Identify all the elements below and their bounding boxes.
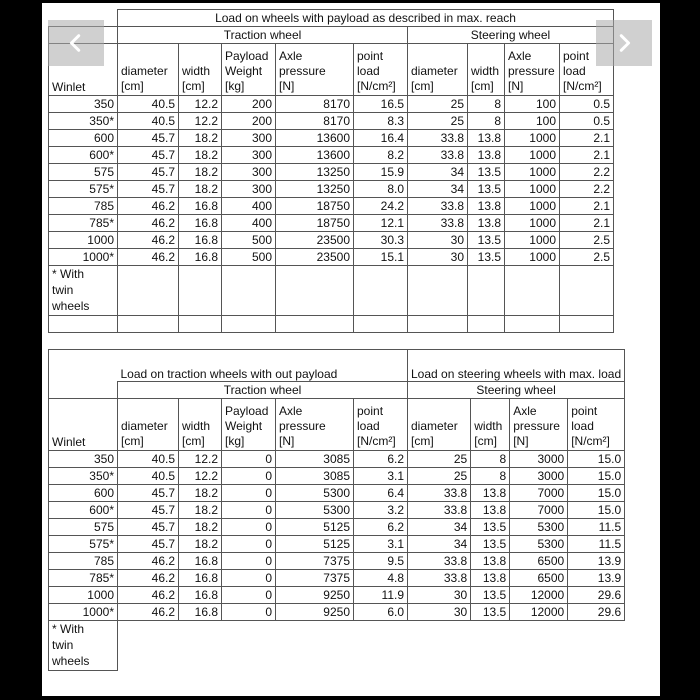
table-row — [49, 198, 614, 215]
cell-steering-width: 13.5 — [468, 249, 505, 266]
cell-axle-pressure: 3085 — [276, 451, 354, 468]
column-header-width: width [cm] — [179, 399, 222, 451]
cell-point-load: 8.3 — [354, 113, 408, 130]
cell-winlet: 1000 — [49, 232, 118, 249]
table-title: Load on wheels with payload as described in max. reach — [118, 10, 614, 27]
cell-steering-point-load: 2.2 — [560, 181, 614, 198]
cell-diameter: 46.2 — [118, 198, 179, 215]
cell-steering-point-load: 13.9 — [568, 570, 625, 587]
column-header-steering-axle-pressure: Axle pressure [N] — [505, 44, 560, 96]
column-header-axle-pressure: Axle pressure [N] — [276, 399, 354, 451]
column-header-winlet: Winlet — [49, 44, 118, 96]
cell-point-load: 4.8 — [354, 570, 408, 587]
cell-axle-pressure: 23500 — [276, 232, 354, 249]
cell-steering-axle-pressure: 12000 — [510, 587, 568, 604]
cell-steering-width: 8 — [468, 113, 505, 130]
cell-point-load: 15.9 — [354, 164, 408, 181]
cell-axle-pressure: 5125 — [276, 519, 354, 536]
cell-steering-diameter: 34 — [408, 181, 468, 198]
cell-point-load: 12.1 — [354, 215, 408, 232]
cell-steering-diameter: 33.8 — [408, 198, 468, 215]
cell-winlet: 1000 — [49, 587, 118, 604]
cell-axle-pressure: 23500 — [276, 249, 354, 266]
cell-winlet: 575* — [49, 181, 118, 198]
cell-payload-weight: 300 — [222, 164, 276, 181]
cell-steering-point-load: 29.6 — [568, 587, 625, 604]
cell-point-load: 8.0 — [354, 181, 408, 198]
column-header-payload: Payload Weight [kg] — [222, 44, 276, 96]
column-header-winlet: Winlet — [49, 399, 118, 451]
cell-axle-pressure: 18750 — [276, 198, 354, 215]
cell-steering-point-load: 2.2 — [560, 164, 614, 181]
cell-steering-width: 13.8 — [468, 147, 505, 164]
cell-axle-pressure: 7375 — [276, 570, 354, 587]
cell-width: 12.2 — [179, 468, 222, 485]
cell-steering-width: 13.5 — [471, 604, 510, 621]
cell-steering-width: 13.5 — [471, 519, 510, 536]
cell-payload-weight: 0 — [222, 519, 276, 536]
table-row — [49, 130, 614, 147]
table-row — [49, 147, 614, 164]
cell-diameter: 45.7 — [118, 536, 179, 553]
column-header-payload: Payload Weight [kg] — [222, 399, 276, 451]
cell-diameter: 40.5 — [118, 96, 179, 113]
cell-winlet: 350* — [49, 468, 118, 485]
cell-winlet: 785* — [49, 215, 118, 232]
cell-winlet: 575 — [49, 164, 118, 181]
cell-diameter: 45.7 — [118, 130, 179, 147]
table-row — [49, 536, 625, 553]
cell-steering-width: 13.8 — [471, 570, 510, 587]
cell-steering-diameter: 25 — [408, 451, 471, 468]
cell-steering-width: 8 — [471, 468, 510, 485]
cell-axle-pressure: 13250 — [276, 181, 354, 198]
cell-diameter: 40.5 — [118, 113, 179, 130]
cell-width: 16.8 — [179, 587, 222, 604]
column-header-diameter: diameter [cm] — [118, 44, 179, 96]
cell-payload-weight: 0 — [222, 570, 276, 587]
traction-wheel-header: Traction wheel — [118, 382, 408, 399]
cell-steering-width: 13.5 — [471, 587, 510, 604]
cell-axle-pressure: 9250 — [276, 587, 354, 604]
cell-steering-axle-pressure: 7000 — [510, 502, 568, 519]
cell-axle-pressure: 8170 — [276, 113, 354, 130]
cell-width: 16.8 — [179, 232, 222, 249]
cell-payload-weight: 500 — [222, 249, 276, 266]
cell-point-load: 15.1 — [354, 249, 408, 266]
cell-width: 18.2 — [179, 536, 222, 553]
cell-steering-width: 13.8 — [468, 215, 505, 232]
document-page — [42, 3, 660, 696]
cell-steering-point-load: 2.1 — [560, 147, 614, 164]
cell-steering-axle-pressure: 6500 — [510, 570, 568, 587]
cell-steering-axle-pressure: 3000 — [510, 468, 568, 485]
twin-wheels-note: * With twin wheels — [49, 621, 118, 671]
cell-steering-axle-pressure: 1000 — [505, 164, 560, 181]
cell-steering-axle-pressure: 100 — [505, 96, 560, 113]
cell-point-load: 30.3 — [354, 232, 408, 249]
cell-steering-axle-pressure: 6500 — [510, 553, 568, 570]
chevron-right-icon — [613, 32, 635, 54]
table-row — [49, 485, 625, 502]
cell-steering-point-load: 15.0 — [568, 502, 625, 519]
traction-table-title: Load on traction wheels with out payload — [118, 350, 408, 382]
cell-steering-axle-pressure: 5300 — [510, 519, 568, 536]
cell-width: 12.2 — [179, 96, 222, 113]
cell-width: 16.8 — [179, 215, 222, 232]
cell-axle-pressure: 13600 — [276, 130, 354, 147]
cell-payload-weight: 400 — [222, 215, 276, 232]
cell-payload-weight: 500 — [222, 232, 276, 249]
cell-axle-pressure: 9250 — [276, 604, 354, 621]
table-row — [49, 215, 614, 232]
cell-steering-diameter: 34 — [408, 164, 468, 181]
cell-steering-axle-pressure: 1000 — [505, 198, 560, 215]
cell-width: 18.2 — [179, 502, 222, 519]
cell-width: 16.8 — [179, 198, 222, 215]
cell-winlet: 600 — [49, 485, 118, 502]
cell-steering-width: 13.8 — [468, 130, 505, 147]
traction-wheel-header: Traction wheel — [118, 27, 408, 44]
column-header-steering-axle-pressure: Axle pressure [N] — [510, 399, 568, 451]
column-header-diameter: diameter [cm] — [118, 399, 179, 451]
cell-diameter: 45.7 — [118, 164, 179, 181]
cell-steering-point-load: 15.0 — [568, 468, 625, 485]
cell-steering-point-load: 15.0 — [568, 485, 625, 502]
next-button[interactable] — [596, 20, 652, 66]
cell-diameter: 46.2 — [118, 249, 179, 266]
cell-winlet: 350 — [49, 451, 118, 468]
cell-steering-diameter: 33.8 — [408, 570, 471, 587]
cell-payload-weight: 300 — [222, 130, 276, 147]
cell-steering-width: 8 — [468, 96, 505, 113]
cell-steering-point-load: 11.5 — [568, 536, 625, 553]
cell-point-load: 6.0 — [354, 604, 408, 621]
table-row — [49, 587, 625, 604]
cell-width: 18.2 — [179, 164, 222, 181]
cell-point-load: 3.2 — [354, 502, 408, 519]
cell-winlet: 350 — [49, 96, 118, 113]
cell-point-load: 6.2 — [354, 519, 408, 536]
cell-steering-diameter: 33.8 — [408, 502, 471, 519]
column-header-steering-point-load: point load [N/cm²] — [568, 399, 625, 451]
cell-width: 16.8 — [179, 553, 222, 570]
cell-steering-diameter: 34 — [408, 536, 471, 553]
table-row — [49, 553, 625, 570]
cell-steering-width: 13.5 — [468, 181, 505, 198]
cell-steering-width: 13.8 — [471, 502, 510, 519]
cell-steering-diameter: 33.8 — [408, 485, 471, 502]
table-row — [49, 249, 614, 266]
table-row — [49, 519, 625, 536]
cell-steering-point-load: 2.1 — [560, 130, 614, 147]
cell-axle-pressure: 13600 — [276, 147, 354, 164]
cell-point-load: 6.2 — [354, 451, 408, 468]
cell-width: 18.2 — [179, 181, 222, 198]
cell-point-load: 9.5 — [354, 553, 408, 570]
table-row — [49, 232, 614, 249]
cell-axle-pressure: 18750 — [276, 215, 354, 232]
cell-axle-pressure: 5300 — [276, 485, 354, 502]
cell-steering-diameter: 33.8 — [408, 215, 468, 232]
cell-steering-width: 13.5 — [468, 164, 505, 181]
cell-steering-diameter: 30 — [408, 604, 471, 621]
cell-steering-axle-pressure: 100 — [505, 113, 560, 130]
column-header-width: width [cm] — [179, 44, 222, 96]
cell-steering-axle-pressure: 12000 — [510, 604, 568, 621]
cell-steering-width: 13.5 — [468, 232, 505, 249]
cell-steering-diameter: 30 — [408, 249, 468, 266]
steering-wheel-header: Steering wheel — [408, 27, 614, 44]
previous-button[interactable] — [48, 20, 104, 66]
cell-width: 18.2 — [179, 147, 222, 164]
cell-point-load: 16.4 — [354, 130, 408, 147]
chevron-left-icon — [65, 32, 87, 54]
column-header-point-load: point load [N/cm²] — [354, 399, 408, 451]
cell-steering-point-load: 2.5 — [560, 249, 614, 266]
cell-steering-diameter: 30 — [408, 587, 471, 604]
cell-winlet: 350* — [49, 113, 118, 130]
cell-steering-axle-pressure: 3000 — [510, 451, 568, 468]
cell-steering-axle-pressure: 1000 — [505, 249, 560, 266]
cell-winlet: 600* — [49, 502, 118, 519]
column-header-steering-width: width [cm] — [471, 399, 510, 451]
cell-axle-pressure: 7375 — [276, 553, 354, 570]
twin-wheels-note: * With twin wheels — [49, 266, 118, 316]
cell-steering-axle-pressure: 1000 — [505, 232, 560, 249]
cell-steering-point-load: 2.5 — [560, 232, 614, 249]
cell-steering-point-load: 0.5 — [560, 96, 614, 113]
table-row — [49, 181, 614, 198]
cell-diameter: 45.7 — [118, 147, 179, 164]
cell-width: 18.2 — [179, 485, 222, 502]
cell-steering-diameter: 25 — [408, 113, 468, 130]
cell-winlet: 575* — [49, 536, 118, 553]
cell-diameter: 46.2 — [118, 215, 179, 232]
load-table-with-payload — [48, 9, 614, 333]
cell-steering-diameter: 34 — [408, 519, 471, 536]
cell-steering-diameter: 33.8 — [408, 553, 471, 570]
cell-point-load: 16.5 — [354, 96, 408, 113]
cell-winlet: 785* — [49, 570, 118, 587]
table-row — [49, 113, 614, 130]
cell-steering-diameter: 25 — [408, 96, 468, 113]
cell-axle-pressure: 5300 — [276, 502, 354, 519]
cell-point-load: 3.1 — [354, 468, 408, 485]
cell-steering-point-load: 29.6 — [568, 604, 625, 621]
cell-point-load: 11.9 — [354, 587, 408, 604]
cell-steering-point-load: 0.5 — [560, 113, 614, 130]
cell-steering-axle-pressure: 1000 — [505, 215, 560, 232]
cell-steering-point-load: 2.1 — [560, 215, 614, 232]
cell-width: 12.2 — [179, 113, 222, 130]
cell-diameter: 40.5 — [118, 468, 179, 485]
cell-steering-diameter: 25 — [408, 468, 471, 485]
table-row — [49, 164, 614, 181]
cell-payload-weight: 200 — [222, 96, 276, 113]
table-row — [49, 468, 625, 485]
cell-payload-weight: 0 — [222, 553, 276, 570]
cell-payload-weight: 300 — [222, 181, 276, 198]
cell-winlet: 575 — [49, 519, 118, 536]
cell-winlet: 785 — [49, 198, 118, 215]
table-row — [49, 96, 614, 113]
cell-payload-weight: 0 — [222, 587, 276, 604]
cell-width: 18.2 — [179, 519, 222, 536]
cell-point-load: 24.2 — [354, 198, 408, 215]
cell-winlet: 600 — [49, 130, 118, 147]
cell-axle-pressure: 13250 — [276, 164, 354, 181]
cell-diameter: 45.7 — [118, 485, 179, 502]
cell-point-load: 3.1 — [354, 536, 408, 553]
cell-payload-weight: 0 — [222, 485, 276, 502]
cell-winlet: 1000* — [49, 604, 118, 621]
cell-steering-point-load: 2.1 — [560, 198, 614, 215]
cell-steering-axle-pressure: 1000 — [505, 181, 560, 198]
load-table-without-payload — [48, 349, 625, 671]
cell-steering-point-load: 15.0 — [568, 451, 625, 468]
table-row — [49, 451, 625, 468]
cell-steering-width: 13.5 — [471, 536, 510, 553]
cell-diameter: 45.7 — [118, 519, 179, 536]
cell-point-load: 6.4 — [354, 485, 408, 502]
column-header-steering-width: width [cm] — [468, 44, 505, 96]
cell-steering-diameter: 30 — [408, 232, 468, 249]
cell-width: 16.8 — [179, 604, 222, 621]
cell-payload-weight: 0 — [222, 604, 276, 621]
table-row — [49, 570, 625, 587]
cell-steering-diameter: 33.8 — [408, 147, 468, 164]
cell-payload-weight: 0 — [222, 451, 276, 468]
column-header-steering-point-load: point load [N/cm²] — [560, 44, 614, 96]
cell-point-load: 8.2 — [354, 147, 408, 164]
steering-table-title: Load on steering wheels with max. load — [408, 350, 625, 382]
column-header-point-load: point load [N/cm²] — [354, 44, 408, 96]
cell-winlet: 600* — [49, 147, 118, 164]
cell-winlet: 1000* — [49, 249, 118, 266]
cell-steering-width: 13.8 — [468, 198, 505, 215]
cell-axle-pressure: 8170 — [276, 96, 354, 113]
cell-steering-axle-pressure: 5300 — [510, 536, 568, 553]
cell-payload-weight: 200 — [222, 113, 276, 130]
cell-steering-axle-pressure: 1000 — [505, 130, 560, 147]
cell-axle-pressure: 3085 — [276, 468, 354, 485]
cell-steering-point-load: 11.5 — [568, 519, 625, 536]
cell-axle-pressure: 5125 — [276, 536, 354, 553]
cell-steering-width: 13.8 — [471, 485, 510, 502]
cell-steering-width: 13.8 — [471, 553, 510, 570]
cell-payload-weight: 0 — [222, 468, 276, 485]
cell-steering-diameter: 33.8 — [408, 130, 468, 147]
column-header-steering-diameter: diameter [cm] — [408, 44, 468, 96]
cell-steering-point-load: 13.9 — [568, 553, 625, 570]
table-row — [49, 604, 625, 621]
steering-wheel-header: Steering wheel — [408, 382, 625, 399]
cell-diameter: 45.7 — [118, 502, 179, 519]
cell-diameter: 40.5 — [118, 451, 179, 468]
cell-width: 18.2 — [179, 130, 222, 147]
cell-payload-weight: 0 — [222, 502, 276, 519]
cell-diameter: 46.2 — [118, 570, 179, 587]
cell-steering-axle-pressure: 1000 — [505, 147, 560, 164]
cell-width: 16.8 — [179, 570, 222, 587]
cell-width: 16.8 — [179, 249, 222, 266]
cell-diameter: 46.2 — [118, 553, 179, 570]
cell-payload-weight: 400 — [222, 198, 276, 215]
column-header-steering-diameter: diameter [cm] — [408, 399, 471, 451]
cell-diameter: 46.2 — [118, 232, 179, 249]
column-header-axle-pressure: Axle pressure [N] — [276, 44, 354, 96]
cell-diameter: 46.2 — [118, 587, 179, 604]
cell-diameter: 45.7 — [118, 181, 179, 198]
cell-width: 12.2 — [179, 451, 222, 468]
cell-diameter: 46.2 — [118, 604, 179, 621]
cell-steering-width: 8 — [471, 451, 510, 468]
cell-steering-axle-pressure: 7000 — [510, 485, 568, 502]
cell-winlet: 785 — [49, 553, 118, 570]
table-row — [49, 502, 625, 519]
cell-payload-weight: 0 — [222, 536, 276, 553]
cell-payload-weight: 300 — [222, 147, 276, 164]
